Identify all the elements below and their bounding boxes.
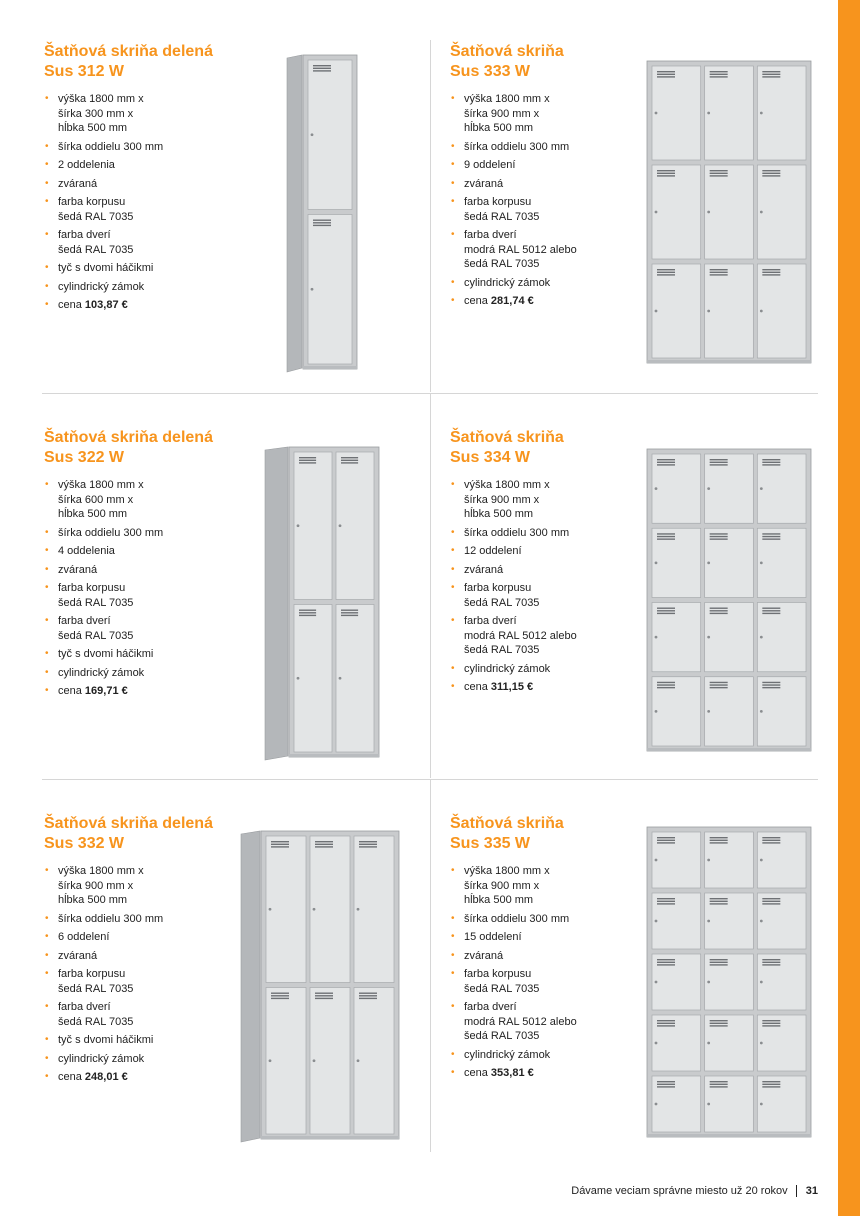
price-value: 353,81 € — [490, 1067, 534, 1079]
spec-item — [44, 930, 213, 945]
locker-door — [266, 836, 306, 983]
spec-line: • šírka oddielu 300 mm — [464, 140, 570, 153]
product-title-line2: Sus 332 W — [44, 835, 125, 852]
product-2 — [450, 42, 577, 313]
locker-door — [336, 452, 374, 600]
spec-item — [450, 228, 577, 272]
spec-item — [450, 930, 577, 945]
locker-door — [705, 677, 754, 746]
footer-tagline: Dávame veciam správne miesto už 20 rokov — [571, 1185, 796, 1197]
locker-door — [652, 66, 701, 160]
spec-line: • 15 oddelení — [464, 931, 522, 943]
price-label: cena — [58, 299, 82, 311]
spec-item — [450, 912, 577, 927]
locker-door — [294, 452, 332, 600]
spec-line: • cylindrický zámok — [58, 666, 145, 679]
spec-item — [44, 228, 213, 257]
product-title — [450, 814, 577, 854]
locker-image-locker-3x2 — [240, 830, 404, 1144]
spec-list — [450, 864, 577, 1081]
spec-item — [450, 177, 577, 192]
product-title — [44, 428, 213, 468]
price-value: 281,74 € — [490, 295, 534, 307]
spec-item — [450, 526, 577, 541]
spec-item — [44, 864, 213, 908]
spec-list — [44, 478, 213, 699]
spec-item — [44, 544, 213, 559]
spec-line: • 6 oddelení — [58, 931, 110, 943]
spec-line: šedá RAL 7035 — [464, 210, 540, 223]
row-divider-1 — [42, 393, 818, 394]
spec-line: • zváraná — [58, 563, 98, 576]
spec-line: • zváraná — [464, 949, 504, 962]
spec-item — [44, 614, 213, 643]
spec-line: hĺbka 500 mm — [58, 894, 128, 906]
spec-item — [44, 563, 213, 578]
spec-line: šírka 900 mm x — [464, 879, 540, 892]
spec-line: šírka 900 mm x — [58, 879, 134, 892]
locker-door — [308, 215, 352, 365]
locker-door — [757, 603, 806, 672]
price-item — [44, 684, 213, 699]
locker-door — [652, 832, 701, 888]
spec-item — [450, 92, 577, 136]
spec-item — [44, 158, 213, 173]
spec-line: • 9 oddelení — [464, 159, 516, 171]
spec-item — [450, 140, 577, 155]
spec-line: šedá RAL 7035 — [58, 982, 134, 995]
product-title-line2: Sus 333 W — [450, 63, 531, 80]
spec-line: • cylindrický zámok — [464, 662, 551, 675]
spec-item — [44, 280, 213, 295]
locker-door — [266, 988, 306, 1135]
spec-line: • tyč s dvomi háčikmi — [58, 648, 154, 660]
locker-door — [705, 1015, 754, 1071]
spec-line: šírka 600 mm x — [58, 493, 134, 506]
spec-line: • farba korpusu — [58, 196, 126, 208]
price-item — [450, 680, 577, 695]
locker-image-locker-3x3 — [646, 60, 816, 368]
locker-door — [294, 605, 332, 753]
locker-door — [652, 454, 701, 523]
spec-item — [450, 158, 577, 173]
product-title-line2: Sus 322 W — [44, 449, 125, 466]
spec-line: • farba dverí — [58, 229, 111, 241]
spec-item — [450, 478, 577, 522]
spec-item — [44, 526, 213, 541]
spec-line: modrá RAL 5012 alebo — [464, 1015, 577, 1028]
locker-door — [757, 165, 806, 259]
spec-list — [44, 864, 213, 1085]
spec-line: šedá RAL 7035 — [464, 258, 540, 270]
product-5 — [44, 814, 213, 1089]
locker-door — [705, 1076, 754, 1132]
accent-side-bar — [838, 0, 860, 1216]
spec-list — [44, 92, 213, 313]
locker-door — [705, 264, 754, 358]
locker-door — [705, 893, 754, 949]
price-value: 311,15 € — [490, 681, 534, 693]
spec-line: • zváraná — [464, 563, 504, 576]
spec-line: modrá RAL 5012 alebo — [464, 629, 577, 642]
column-divider-3 — [430, 780, 431, 1152]
product-1 — [44, 42, 213, 317]
spec-item — [44, 1052, 213, 1067]
product-title — [44, 814, 213, 854]
spec-item — [44, 478, 213, 522]
price-label: cena — [464, 295, 488, 307]
product-3 — [44, 428, 213, 703]
page-number: 31 — [805, 1185, 818, 1197]
spec-line: hĺbka 500 mm — [58, 122, 128, 134]
spec-item — [450, 864, 577, 908]
spec-item — [44, 1000, 213, 1029]
spec-item — [44, 195, 213, 224]
spec-line: • cylindrický zámok — [58, 1052, 145, 1065]
spec-item — [450, 967, 577, 996]
spec-line: • 4 oddelenia — [58, 545, 115, 557]
spec-line: modrá RAL 5012 alebo — [464, 243, 577, 256]
spec-line: šírka 300 mm x — [58, 107, 134, 120]
locker-door — [652, 893, 701, 949]
spec-line: • zváraná — [58, 949, 98, 962]
locker-door — [705, 66, 754, 160]
locker-door — [652, 264, 701, 358]
spec-line: šedá RAL 7035 — [58, 629, 134, 642]
spec-item — [450, 949, 577, 964]
locker-door — [652, 677, 701, 746]
locker-door — [652, 528, 701, 597]
locker-door — [310, 988, 350, 1135]
spec-line: hĺbka 500 mm — [58, 508, 128, 520]
price-value: 248,01 € — [84, 1071, 128, 1083]
locker-door — [757, 1015, 806, 1071]
price-item — [450, 1066, 577, 1081]
spec-line: • farba korpusu — [58, 582, 126, 594]
spec-line: hĺbka 500 mm — [464, 122, 534, 134]
product-title-line1: Šatňová skriňa — [450, 43, 564, 60]
price-item — [44, 298, 213, 313]
product-title-line1: Šatňová skriňa delená — [44, 815, 213, 832]
spec-item — [450, 614, 577, 658]
spec-line: • výška 1800 mm x — [464, 479, 550, 491]
spec-item — [450, 195, 577, 224]
locker-door — [705, 528, 754, 597]
product-title — [450, 428, 577, 468]
locker-door — [705, 832, 754, 888]
column-divider-2 — [430, 394, 431, 778]
spec-line: • zváraná — [464, 177, 504, 190]
spec-item — [450, 1000, 577, 1044]
locker-door — [705, 954, 754, 1010]
spec-item — [450, 581, 577, 610]
locker-door — [757, 264, 806, 358]
spec-line: • farba dverí — [58, 1001, 111, 1013]
spec-line: • šírka oddielu 300 mm — [58, 526, 164, 539]
spec-line: • šírka oddielu 300 mm — [464, 912, 570, 925]
spec-list — [450, 92, 577, 309]
spec-line: šedá RAL 7035 — [58, 243, 134, 256]
spec-item — [44, 949, 213, 964]
spec-line: • farba dverí — [464, 1001, 517, 1013]
spec-item — [44, 261, 213, 276]
price-label: cena — [464, 681, 488, 693]
spec-item — [450, 662, 577, 677]
locker-door — [652, 1076, 701, 1132]
spec-line: • 2 oddelenia — [58, 159, 115, 171]
spec-line: • farba dverí — [464, 615, 517, 627]
locker-door — [757, 677, 806, 746]
locker-door — [336, 605, 374, 753]
spec-line: • výška 1800 mm x — [58, 479, 144, 491]
spec-item — [44, 967, 213, 996]
product-title-line1: Šatňová skriňa delená — [44, 429, 213, 446]
locker-image-locker-1x2 — [286, 54, 362, 374]
locker-door — [757, 454, 806, 523]
locker-door — [705, 454, 754, 523]
spec-item — [44, 581, 213, 610]
price-label: cena — [464, 1067, 488, 1079]
spec-line: • šírka oddielu 300 mm — [58, 912, 164, 925]
locker-door — [705, 165, 754, 259]
spec-item — [44, 666, 213, 681]
product-title — [44, 42, 213, 82]
spec-line: • farba korpusu — [464, 196, 532, 208]
product-title-line2: Sus 312 W — [44, 63, 125, 80]
spec-line: • šírka oddielu 300 mm — [58, 140, 164, 153]
spec-item — [44, 647, 213, 662]
spec-line: • cylindrický zámok — [58, 280, 145, 293]
spec-line: • výška 1800 mm x — [58, 865, 144, 877]
locker-door — [705, 603, 754, 672]
locker-door — [310, 836, 350, 983]
spec-line: šedá RAL 7035 — [464, 596, 540, 609]
spec-line: • farba korpusu — [464, 582, 532, 594]
spec-line: • výška 1800 mm x — [58, 93, 144, 105]
product-title — [450, 42, 577, 82]
spec-item — [450, 276, 577, 291]
spec-line: • zváraná — [58, 177, 98, 190]
spec-line: šedá RAL 7035 — [464, 1030, 540, 1042]
product-6 — [450, 814, 577, 1085]
price-value: 169,71 € — [84, 685, 128, 697]
price-item — [450, 294, 577, 309]
spec-item — [450, 1048, 577, 1063]
locker-door — [757, 893, 806, 949]
locker-door — [652, 1015, 701, 1071]
locker-door — [354, 988, 394, 1135]
locker-door — [308, 60, 352, 210]
spec-line: • 12 oddelení — [464, 545, 522, 557]
spec-line: • tyč s dvomi háčikmi — [58, 262, 154, 274]
product-title-line2: Sus 335 W — [450, 835, 531, 852]
locker-door — [652, 603, 701, 672]
spec-list — [450, 478, 577, 695]
locker-door — [757, 528, 806, 597]
spec-item — [44, 177, 213, 192]
row-divider-2 — [42, 779, 818, 780]
spec-line: šedá RAL 7035 — [58, 1015, 134, 1028]
spec-line: • výška 1800 mm x — [464, 93, 550, 105]
product-4 — [450, 428, 577, 699]
locker-image-locker-3x4 — [646, 448, 816, 756]
price-label: cena — [58, 685, 82, 697]
spec-item — [44, 92, 213, 136]
locker-door — [652, 954, 701, 1010]
spec-item — [450, 544, 577, 559]
locker-door — [757, 66, 806, 160]
spec-line: šírka 900 mm x — [464, 107, 540, 120]
spec-line: • výška 1800 mm x — [464, 865, 550, 877]
spec-line: šedá RAL 7035 — [58, 596, 134, 609]
page-footer — [571, 1185, 818, 1197]
price-label: cena — [58, 1071, 82, 1083]
spec-line: • farba dverí — [464, 229, 517, 241]
spec-item — [44, 1033, 213, 1048]
spec-line: hĺbka 500 mm — [464, 508, 534, 520]
price-item — [44, 1070, 213, 1085]
product-title-line1: Šatňová skriňa — [450, 429, 564, 446]
spec-line: šírka 900 mm x — [464, 493, 540, 506]
locker-door — [354, 836, 394, 983]
spec-line: • cylindrický zámok — [464, 276, 551, 289]
locker-image-locker-2x2 — [264, 446, 384, 762]
spec-line: šedá RAL 7035 — [464, 982, 540, 995]
spec-item — [44, 912, 213, 927]
product-title-line1: Šatňová skriňa — [450, 815, 564, 832]
spec-line: • tyč s dvomi háčikmi — [58, 1034, 154, 1046]
spec-line: • farba korpusu — [58, 968, 126, 980]
spec-item — [450, 563, 577, 578]
price-value: 103,87 € — [84, 299, 128, 311]
locker-door — [757, 1076, 806, 1132]
product-title-line2: Sus 334 W — [450, 449, 531, 466]
spec-line: hĺbka 500 mm — [464, 894, 534, 906]
locker-door — [757, 954, 806, 1010]
locker-door — [757, 832, 806, 888]
spec-line: • šírka oddielu 300 mm — [464, 526, 570, 539]
spec-line: • cylindrický zámok — [464, 1048, 551, 1061]
spec-line: • farba korpusu — [464, 968, 532, 980]
spec-line: šedá RAL 7035 — [58, 210, 134, 223]
locker-door — [652, 165, 701, 259]
spec-item — [44, 140, 213, 155]
product-title-line1: Šatňová skriňa delená — [44, 43, 213, 60]
column-divider-1 — [430, 40, 431, 392]
locker-image-locker-3x5 — [646, 826, 816, 1142]
spec-line: šedá RAL 7035 — [464, 644, 540, 656]
spec-line: • farba dverí — [58, 615, 111, 627]
